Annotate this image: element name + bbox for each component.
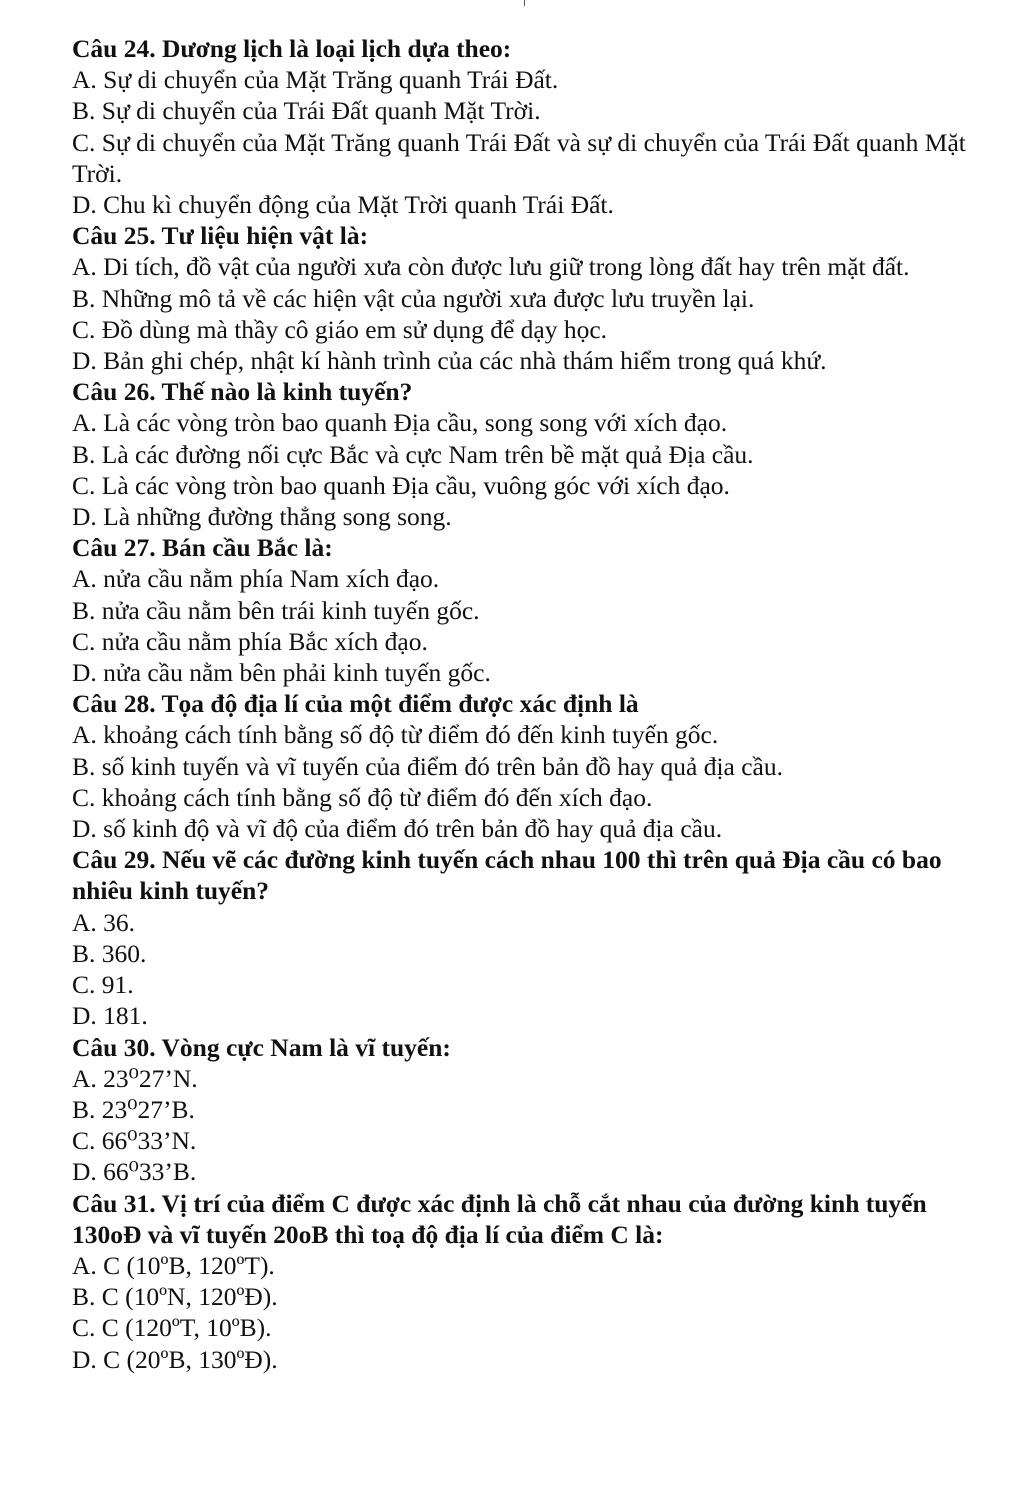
option-b: B. nửa cầu nằm bên trái kinh tuyến gốc. — [72, 595, 480, 625]
question-title: Câu 24. Dương lịch là loại lịch dựa theo: — [72, 34, 512, 63]
option-c: C. 91. — [72, 970, 134, 1000]
option-a: A. Di tích, đồ vật của người xưa còn được lưu giữ trong lòng đất hay trên mặt đất. — [72, 252, 910, 282]
top-tick-mark — [524, 0, 525, 6]
question-27 — [72, 532, 972, 688]
option-c: C. C (120ºT, 10ºB). — [72, 1313, 272, 1343]
option-d: D. C (20ºB, 130ºĐ). — [72, 1344, 278, 1374]
question-29 — [72, 844, 972, 1031]
question-28 — [72, 688, 972, 844]
question-title: Câu 29. Nếu vẽ các đường kinh tuyến cách nhau 100 thì trên quả Địa cầu có bao nhiêu kinh tuyến? — [72, 845, 942, 906]
option-b: B. 360. — [72, 938, 147, 968]
option-a: A. C (10ºB, 120ºT). — [72, 1250, 275, 1280]
option-b: B. số kinh tuyến và vĩ tuyến của điểm đó trên bản đồ hay quả địa cầu. — [72, 751, 783, 781]
option-c: C. Đồ dùng mà thầy cô giáo em sử dụng để dạy học. — [72, 314, 608, 344]
option-b: B. Sự di chuyển của Trái Đất quanh Mặt Trời. — [72, 96, 541, 126]
option-b: B. Là các đường nối cực Bắc và cực Nam trên bề mặt quả Địa cầu. — [72, 439, 754, 469]
option-c: C. Là các vòng tròn bao quanh Địa cầu, vuông góc với xích đạo. — [72, 470, 730, 500]
option-c: C. Sự di chuyển của Mặt Trăng quanh Trái Đất và sự di chuyển của Trái Đất quanh Mặt Trời. — [72, 127, 966, 188]
question-title: Câu 25. Tư liệu hiện vật là: — [72, 221, 369, 251]
option-a: A. Là các vòng tròn bao quanh Địa cầu, song song với xích đạo. — [72, 408, 728, 438]
option-b: B. Những mô tả về các hiện vật của người xưa được lưu truyền lại. — [72, 283, 755, 313]
question-title: Câu 27. Bán cầu Bắc là: — [72, 533, 333, 563]
question-list — [72, 33, 972, 1375]
option-d: D. Chu kì chuyển động của Mặt Trời quanh Trái Đất. — [72, 190, 614, 220]
question-24 — [72, 33, 972, 220]
option-a: A. khoảng cách tính bằng số độ từ điểm đó đến kinh tuyến gốc. — [72, 720, 719, 750]
option-d: D. số kinh độ và vĩ độ của điểm đó trên bản đồ hay quả địa cầu. — [72, 814, 723, 844]
option-c: C. 66⁰33’N. — [72, 1126, 197, 1156]
question-title: Câu 28. Tọa độ địa lí của một điểm được xác định là — [72, 689, 639, 719]
question-25 — [72, 220, 972, 376]
question-title: Câu 31. Vị trí của điểm C được xác định là chỗ cắt nhau của đường kinh tuyến 130oĐ và vĩ tuyến 20oB thì toạ độ địa lí của điểm C là: — [72, 1188, 927, 1249]
option-b: B. C (10ºN, 120ºĐ). — [72, 1282, 278, 1312]
option-a: A. nửa cầu nằm phía Nam xích đạo. — [72, 564, 440, 594]
option-b: B. 23⁰27’B. — [72, 1094, 195, 1124]
option-a: A. 23⁰27’N. — [72, 1063, 198, 1093]
option-c: C. khoảng cách tính bằng số độ từ điểm đó đến xích đạo. — [72, 782, 653, 812]
option-a: A. Sự di chuyển của Mặt Trăng quanh Trái Đất. — [72, 65, 559, 95]
option-d: D. Là những đường thẳng song song. — [72, 502, 452, 532]
option-d: D. Bản ghi chép, nhật kí hành trình của các nhà thám hiểm trong quá khứ. — [72, 346, 827, 376]
question-26 — [72, 376, 972, 532]
option-d: D. 66⁰33’B. — [72, 1157, 197, 1187]
option-a: A. 36. — [72, 907, 136, 937]
question-31 — [72, 1188, 972, 1375]
question-title: Câu 26. Thế nào là kinh tuyến? — [72, 377, 413, 407]
question-title: Câu 30. Vòng cực Nam là vĩ tuyến: — [72, 1032, 451, 1062]
option-d: D. nửa cầu nằm bên phải kinh tuyến gốc. — [72, 658, 491, 688]
question-30 — [72, 1032, 972, 1188]
option-d: D. 181. — [72, 1001, 148, 1031]
option-c: C. nửa cầu nằm phía Bắc xích đạo. — [72, 626, 428, 656]
